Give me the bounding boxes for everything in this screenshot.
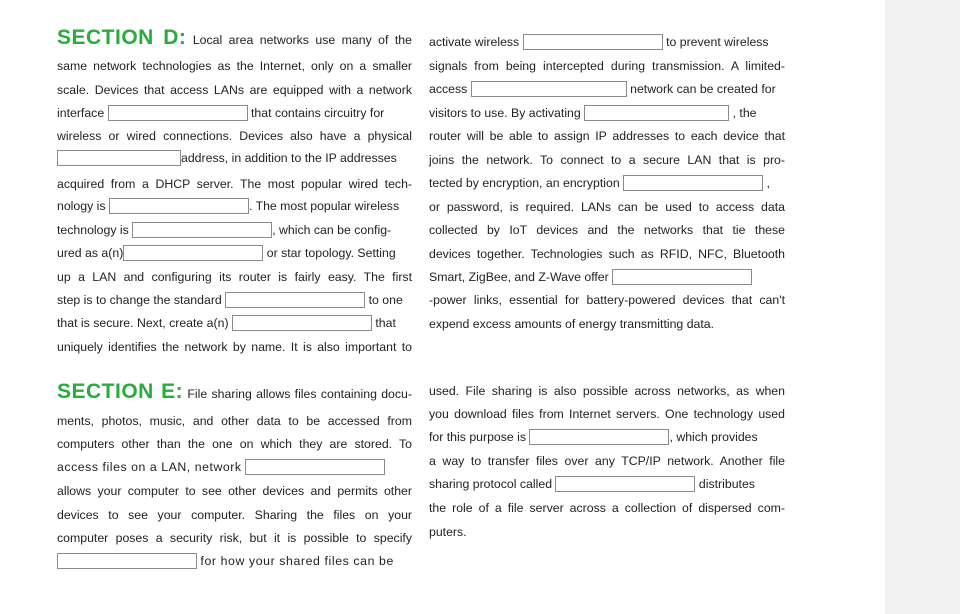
blank-dhcp[interactable] xyxy=(584,105,729,121)
blank-topology[interactable] xyxy=(123,245,263,261)
blank-network-interface[interactable] xyxy=(108,105,248,121)
section-d-line: up a LAN and configuring its router is fairly easy. The first xyxy=(57,270,412,284)
section-e-line: computers other than the one on which they are stored. To xyxy=(57,437,412,451)
section-d-line: collected by IoT devices and the networks that tie these xyxy=(429,223,785,237)
section-d-line: expend excess amounts of energy transmitting data. xyxy=(429,317,715,331)
section-e-heading: SECTION E: xyxy=(57,380,184,403)
right-margin-panel xyxy=(885,0,960,614)
section-e-line: used. File sharing is also possible across networks, as when xyxy=(429,384,785,398)
blank-low-power[interactable] xyxy=(612,269,752,285)
section-e-line: ments, photos, music, and other data to be accessed from xyxy=(57,414,412,428)
blank-wireless-encryption[interactable] xyxy=(523,34,663,50)
blank-wireless-technology[interactable] xyxy=(132,222,272,238)
section-d-line: uniquely identifies the network by name. It is also important to xyxy=(57,340,412,354)
blank-wired-technology[interactable] xyxy=(109,198,249,214)
section-e-line: the role of a file server across a collection of dispersed com- xyxy=(429,501,785,515)
section-d-line: interface that contains circuitry for xyxy=(57,106,385,120)
section-d-line: that is secure. Next, create a(n) that xyxy=(57,316,396,330)
blank-ftp[interactable] xyxy=(529,429,669,445)
blank-guest-network[interactable] xyxy=(471,81,627,97)
section-d-line: acquired from a DHCP server. The most popular wired tech- xyxy=(57,177,412,191)
section-d-line: activate wireless to prevent wireless xyxy=(429,35,769,49)
section-d-line: step is to change the standard to one xyxy=(57,293,403,307)
section-d-line: -power links, essential for battery-powered devices that can't xyxy=(429,293,785,307)
section-d-line: nology is . The most popular wireless xyxy=(57,199,400,213)
blank-standard-password[interactable] xyxy=(225,292,365,308)
section-d-line: Smart, ZigBee, and Z-Wave offer xyxy=(429,269,785,285)
section-e-line: for how your shared files can be xyxy=(57,553,412,569)
section-d-line: or password, is required. LANs can be used to access data xyxy=(429,200,785,214)
section-d-line: scale. Devices that access LANs are equipped with a network xyxy=(57,83,412,97)
section-d-line: access network can be created for xyxy=(429,82,776,96)
section-d-line: same network technologies as the Internet, only on a smaller xyxy=(57,59,412,73)
section-d-line: signals from being intercepted during transmission. A limited- xyxy=(429,59,785,73)
section-d-line: ured as a(n) or star topology. Setting xyxy=(57,246,396,260)
section-d-line: router will be able to assign IP addresses to each device that xyxy=(429,129,785,143)
section-e-line: access files on a LAN, network xyxy=(57,459,412,475)
section-d-line-1: SECTION D: Local area networks use many of the xyxy=(57,26,412,49)
section-e-line: computer poses a security risk, but it is possible to specify xyxy=(57,531,412,545)
section-e-line: devices to see your computer. Sharing the files on your xyxy=(57,508,412,522)
section-e-line: a way to transfer files over any TCP/IP network. Another file xyxy=(429,454,785,468)
blank-permissions[interactable] xyxy=(57,553,197,569)
section-d-line: devices together. Technologies such as RFID, NFC, Bluetooth xyxy=(429,247,785,261)
blank-ssid[interactable] xyxy=(232,315,372,331)
blank-bittorrent[interactable] xyxy=(555,476,695,492)
section-e-line: for this purpose is , which provides xyxy=(429,430,758,444)
section-e-line: you download files from Internet servers. One technology used xyxy=(429,407,785,421)
section-e-line: allows your computer to see other devices and permits other xyxy=(57,484,412,498)
section-d-heading: SECTION D: xyxy=(57,26,187,49)
section-d-line: address, in addition to the IP addresses xyxy=(57,150,412,166)
section-d-line: technology is , which can be config- xyxy=(57,223,392,237)
section-d-line: visitors to use. By activating , the xyxy=(429,106,757,120)
section-d-line: joins the network. To connect to a secure LAN that is pro- xyxy=(429,153,785,167)
section-e-line-1: SECTION E: File sharing allows files containing docu- xyxy=(57,380,412,403)
section-e-line: sharing protocol called distributes xyxy=(429,477,755,491)
section-d-line: tected by encryption, an encryption , xyxy=(429,176,770,190)
section-d-line: wireless or wired connections. Devices also have a physical xyxy=(57,129,412,143)
section-e-line: puters. xyxy=(429,525,467,539)
blank-physical-address[interactable] xyxy=(57,150,181,166)
blank-network-discovery[interactable] xyxy=(245,459,385,475)
blank-encryption-key[interactable] xyxy=(623,175,763,191)
